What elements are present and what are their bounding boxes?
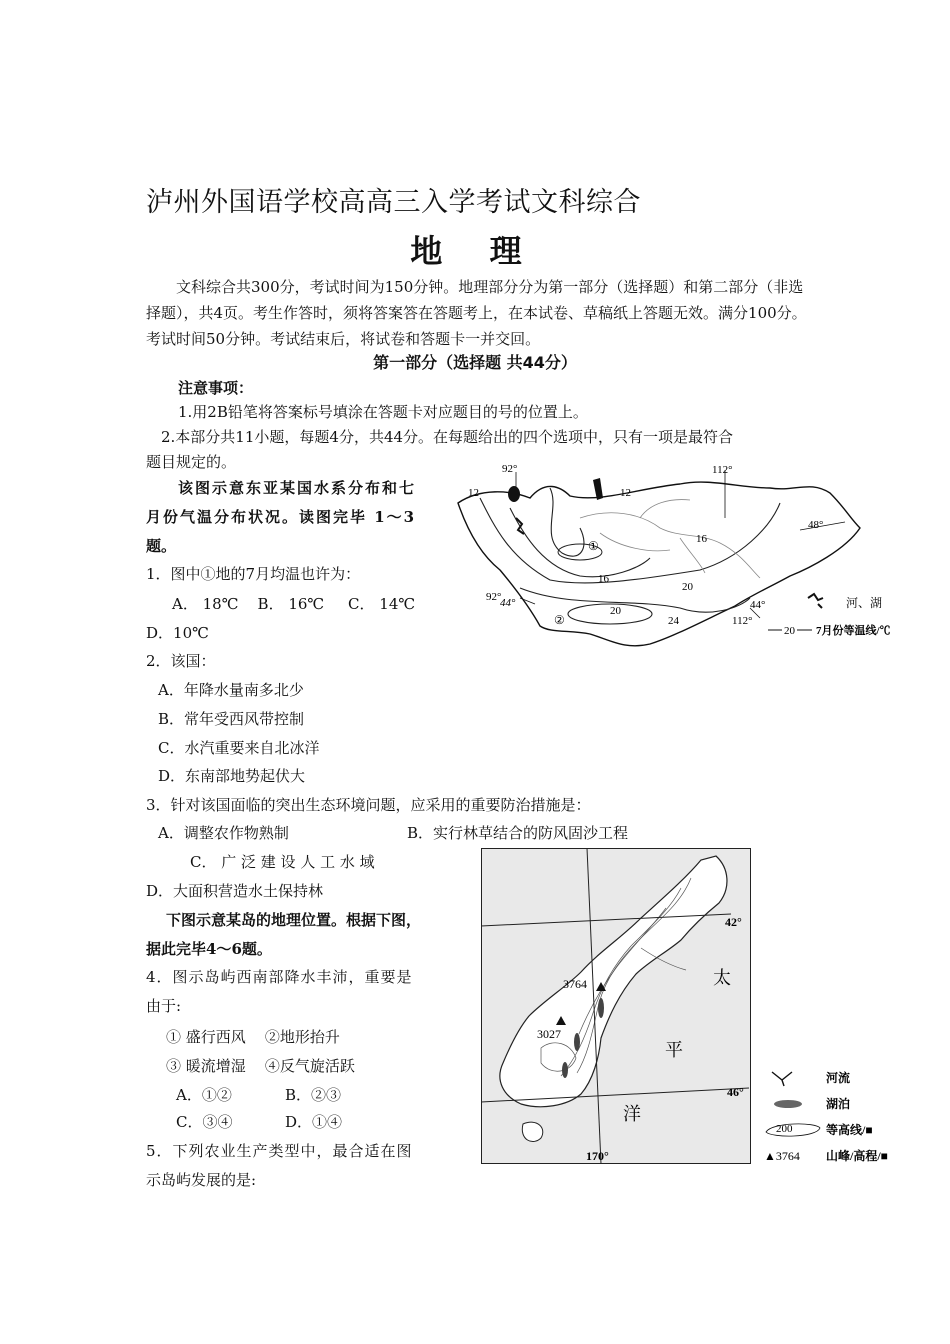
group2-lead: 下图示意某岛的地理位置。根据下图， xyxy=(166,911,422,929)
peak-3764-label: 3764 xyxy=(563,977,587,991)
map1-lat-left: 44° xyxy=(500,597,516,609)
group1-lead-2: 月份气温分布状况。读图完毕 1～3 xyxy=(146,508,417,526)
peak-3027-label: 3027 xyxy=(537,1027,561,1041)
map1-lon-left-bottom: 92° xyxy=(486,591,502,603)
legend-river-label: 河流 xyxy=(826,1071,851,1085)
question-2-option-a: A．年降水量南多北少 xyxy=(158,681,304,699)
map1-isotherm-20b: 20 xyxy=(610,605,621,617)
map1-isotherm-20a: 20 xyxy=(682,581,693,593)
note-1: 1.用2B铅笔将答案标号填涂在答题卡对应题目的号的位置上。 xyxy=(178,403,588,421)
note-2: 2.本部分共11小题，每题4分，共44分。在每题给出的四个选项中，只有一项是最符合 xyxy=(161,428,734,446)
question-4-option-c: C．③④ xyxy=(176,1113,233,1131)
legend-peak-num: ▲3764 xyxy=(764,1149,800,1163)
question-3-option-c: C． 广 泛 建 设 人 工 水 域 xyxy=(190,853,375,871)
group1-lead: 该图示意东亚某国水系分布和七 xyxy=(178,479,417,497)
lat-46-label: 46° xyxy=(727,1085,744,1099)
ocean-label-1: 太 xyxy=(713,968,731,988)
note-2-cont: 题目规定的。 xyxy=(146,453,237,471)
subject-heading: 地 理 xyxy=(410,232,540,270)
question-5: 5．下列农业生产类型中，最合适在图 xyxy=(146,1142,413,1160)
map1-isotherm-12b: 12 xyxy=(620,487,631,499)
map1-lat-right-bottom: 44° xyxy=(750,599,766,611)
map1-lon-left: 92° xyxy=(502,463,518,475)
group2-lead-2: 据此完毕4～6题。 xyxy=(146,940,272,958)
question-4-option-b: B．②③ xyxy=(285,1086,342,1104)
map1-lon-right: 112° xyxy=(712,464,733,476)
legend-peak-label: 山峰/高程/■ xyxy=(826,1149,888,1163)
lon-170-label: 170° xyxy=(586,1149,609,1163)
map1-isotherm-24: 24 xyxy=(668,615,679,627)
group1-lead-3: 题。 xyxy=(146,537,177,555)
question-3-option-b: B．实行林草结合的防风固沙工程 xyxy=(407,824,629,842)
legend-contour-icon xyxy=(766,1124,820,1136)
question-2-option-b: B．常年受西风带控制 xyxy=(158,710,305,728)
legend-contour-label: 等高线/■ xyxy=(826,1123,873,1137)
question-3: 3．针对该国面临的突出生态环境问题，应采用的重要防治措施是： xyxy=(146,796,591,814)
map1-legend-river: 河、湖 xyxy=(846,596,883,610)
map1-legend-isotherm: 7月份等温线/℃ xyxy=(816,625,891,637)
question-1-options: A． 18℃ B． 16℃ C． 14℃ xyxy=(172,595,416,613)
map1-legend-river-icon xyxy=(808,594,823,608)
question-5-cont: 示岛屿发展的是: xyxy=(146,1171,257,1189)
legend-contour-num: 200 xyxy=(776,1123,793,1135)
question-4-items-2: ③ 暖流增湿 ④反气旋活跃 xyxy=(166,1057,355,1075)
lat-42-label: 42° xyxy=(725,915,742,929)
question-3-option-a: A．调整农作物熟制 xyxy=(158,824,289,842)
legend-river-icon xyxy=(772,1072,792,1086)
question-1-option-d: D．10℃ xyxy=(146,624,209,642)
notes-title: 注意事项： xyxy=(178,379,254,397)
question-4-option-d: D．①④ xyxy=(285,1113,343,1131)
legend-lake-icon xyxy=(774,1100,802,1108)
legend-lake-label: 湖泊 xyxy=(826,1097,851,1111)
question-1: 1．图中①地的7月均温也许为： xyxy=(146,565,361,583)
map1-legend-isotherm-num: 20 xyxy=(784,625,795,637)
page-title: 泸州外国语学校高高三入学考试文科综合 xyxy=(146,187,641,218)
exam-intro: 文科综合共300分，考试时间为150分钟。地理部分分为第一部分（选择题）和第二部分（非选择题），共4页。考生作答时，须将答案答在答题考上，在本试卷、草稿纸上答题无效。满分100分。考试时间50分钟。考试结束后，将试卷和答题卡一并交回。 xyxy=(146,278,807,348)
question-4-items-1: ① 盛行西风 ②地形抬升 xyxy=(166,1028,340,1046)
map2-legend xyxy=(762,1066,932,1166)
map1-lat-right: 48° xyxy=(808,519,824,531)
ocean-label-2: 平 xyxy=(665,1040,683,1060)
map-east-asia-country xyxy=(450,458,920,658)
question-3-option-d: D．大面积营造水土保持林 xyxy=(146,882,324,900)
question-2-option-d: D．东南部地势起伏大 xyxy=(158,767,306,785)
map1-lon-right-bottom: 112° xyxy=(732,615,753,627)
map-island xyxy=(481,848,751,1164)
ocean-label-3: 洋 xyxy=(623,1104,641,1124)
map1-isotherm-16a: 16 xyxy=(598,573,609,585)
map1-isotherm-12a: 12 xyxy=(468,487,479,499)
question-2: 2．该国： xyxy=(146,652,216,670)
question-4-option-a: A．①② xyxy=(176,1086,232,1104)
question-4: 4．图示岛屿西南部降水丰沛，重要是 xyxy=(146,968,413,986)
map1-isotherm-16b: 16 xyxy=(696,533,707,545)
map1-marker-2: ② xyxy=(554,613,565,627)
map1-marker-1: ① xyxy=(588,539,599,553)
question-4-cont: 由于: xyxy=(146,997,182,1015)
question-2-option-c: C．水汽重要来自北冰洋 xyxy=(158,739,320,757)
part1-heading: 第一部分（选择题 共44分） xyxy=(373,353,577,372)
